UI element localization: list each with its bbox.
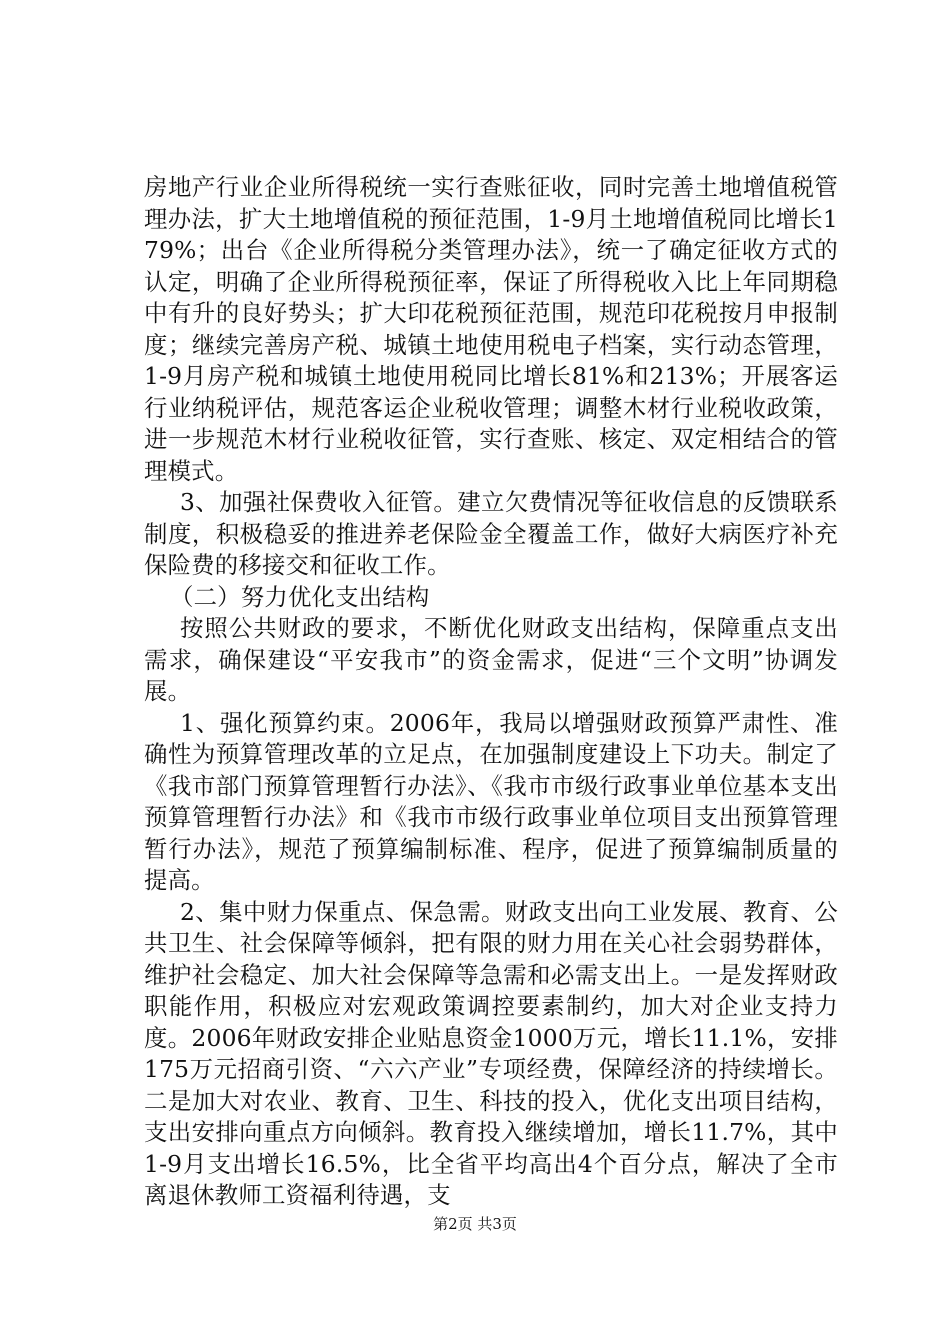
paragraph-public-finance: 按照公共财政的要求，不断优化财政支出结构，保障重点支出需求，确保建设“平安我市”的资金需求，促进“三个文明”协调发展。: [144, 614, 838, 705]
section-heading-expenditure: （二）努力优化支出结构: [170, 582, 430, 611]
page-footer: 第2页 共3页: [433, 1215, 517, 1233]
document-body: [144, 172, 838, 1212]
paragraph-budget-constraint: 1、强化预算约束。2006年，我局以增强财政预算严肃性、准确性为预算管理改革的立足点，在加强制度建设上下功夫。制定了《我市部门预算管理暂行办法》、《我市市级行政事业单位基本支出预算管理暂行办法》和《我市市级行政事业单位项目支出预算管理暂行办法》，规范了预算编制标准、程序，促进了预算编制质量的提高。: [144, 708, 838, 894]
paragraph-key-priorities: 2、集中财力保重点、保急需。财政支出向工业发展、教育、公共卫生、社会保障等倾斜，把有限的财力用在关心社会弱势群体，维护社会稳定、加大社会保障等急需和必需支出上。一是发挥财政职能作用，积极应对宏观政策调控要素制约，加大对企业支持力度。2006年财政安排企业贴息资金1000万元，增长11.1%，安排175万元招商引资、“六六产业”专项经费，保障经济的持续增长。二是加大对农业、教育、卫生、科技的投入，优化支出项目结构，支出安排向重点方向倾斜。教育投入继续增加，增长11.7%，其中1-9月支出增长16.5%，比全省平均高出4个百分点，解决了全市离退休教师工资福利待遇，支: [144, 897, 838, 1209]
paragraph-land-tax: 房地产行业企业所得税统一实行查账征收，同时完善土地增值税管理办法，扩大土地增值税的预征范围，1-9月土地增值税同比增长179%；出台《企业所得税分类管理办法》，统一了确定征收方式的认定，明确了企业所得税预征率，保证了所得税收入比上年同期稳中有升的良好势头；扩大印花税预征范围，规范印花税按月申报制度；继续完善房产税、城镇土地使用税电子档案，实行动态管理，1-9月房产税和城镇土地使用税同比增长81%和213%；开展客运行业纳税评估，规范客运企业税收管理；调整木材行业税收政策，进一步规范木材行业税收征管，实行查账、核定、双定相结合的管理模式。: [144, 173, 838, 485]
paragraph-social-security: 3、加强社保费收入征管。建立欠费情况等征收信息的反馈联系制度，积极稳妥的推进养老保险金全覆盖工作，做好大病医疗补充保险费的移接交和征收工作。: [144, 488, 838, 579]
